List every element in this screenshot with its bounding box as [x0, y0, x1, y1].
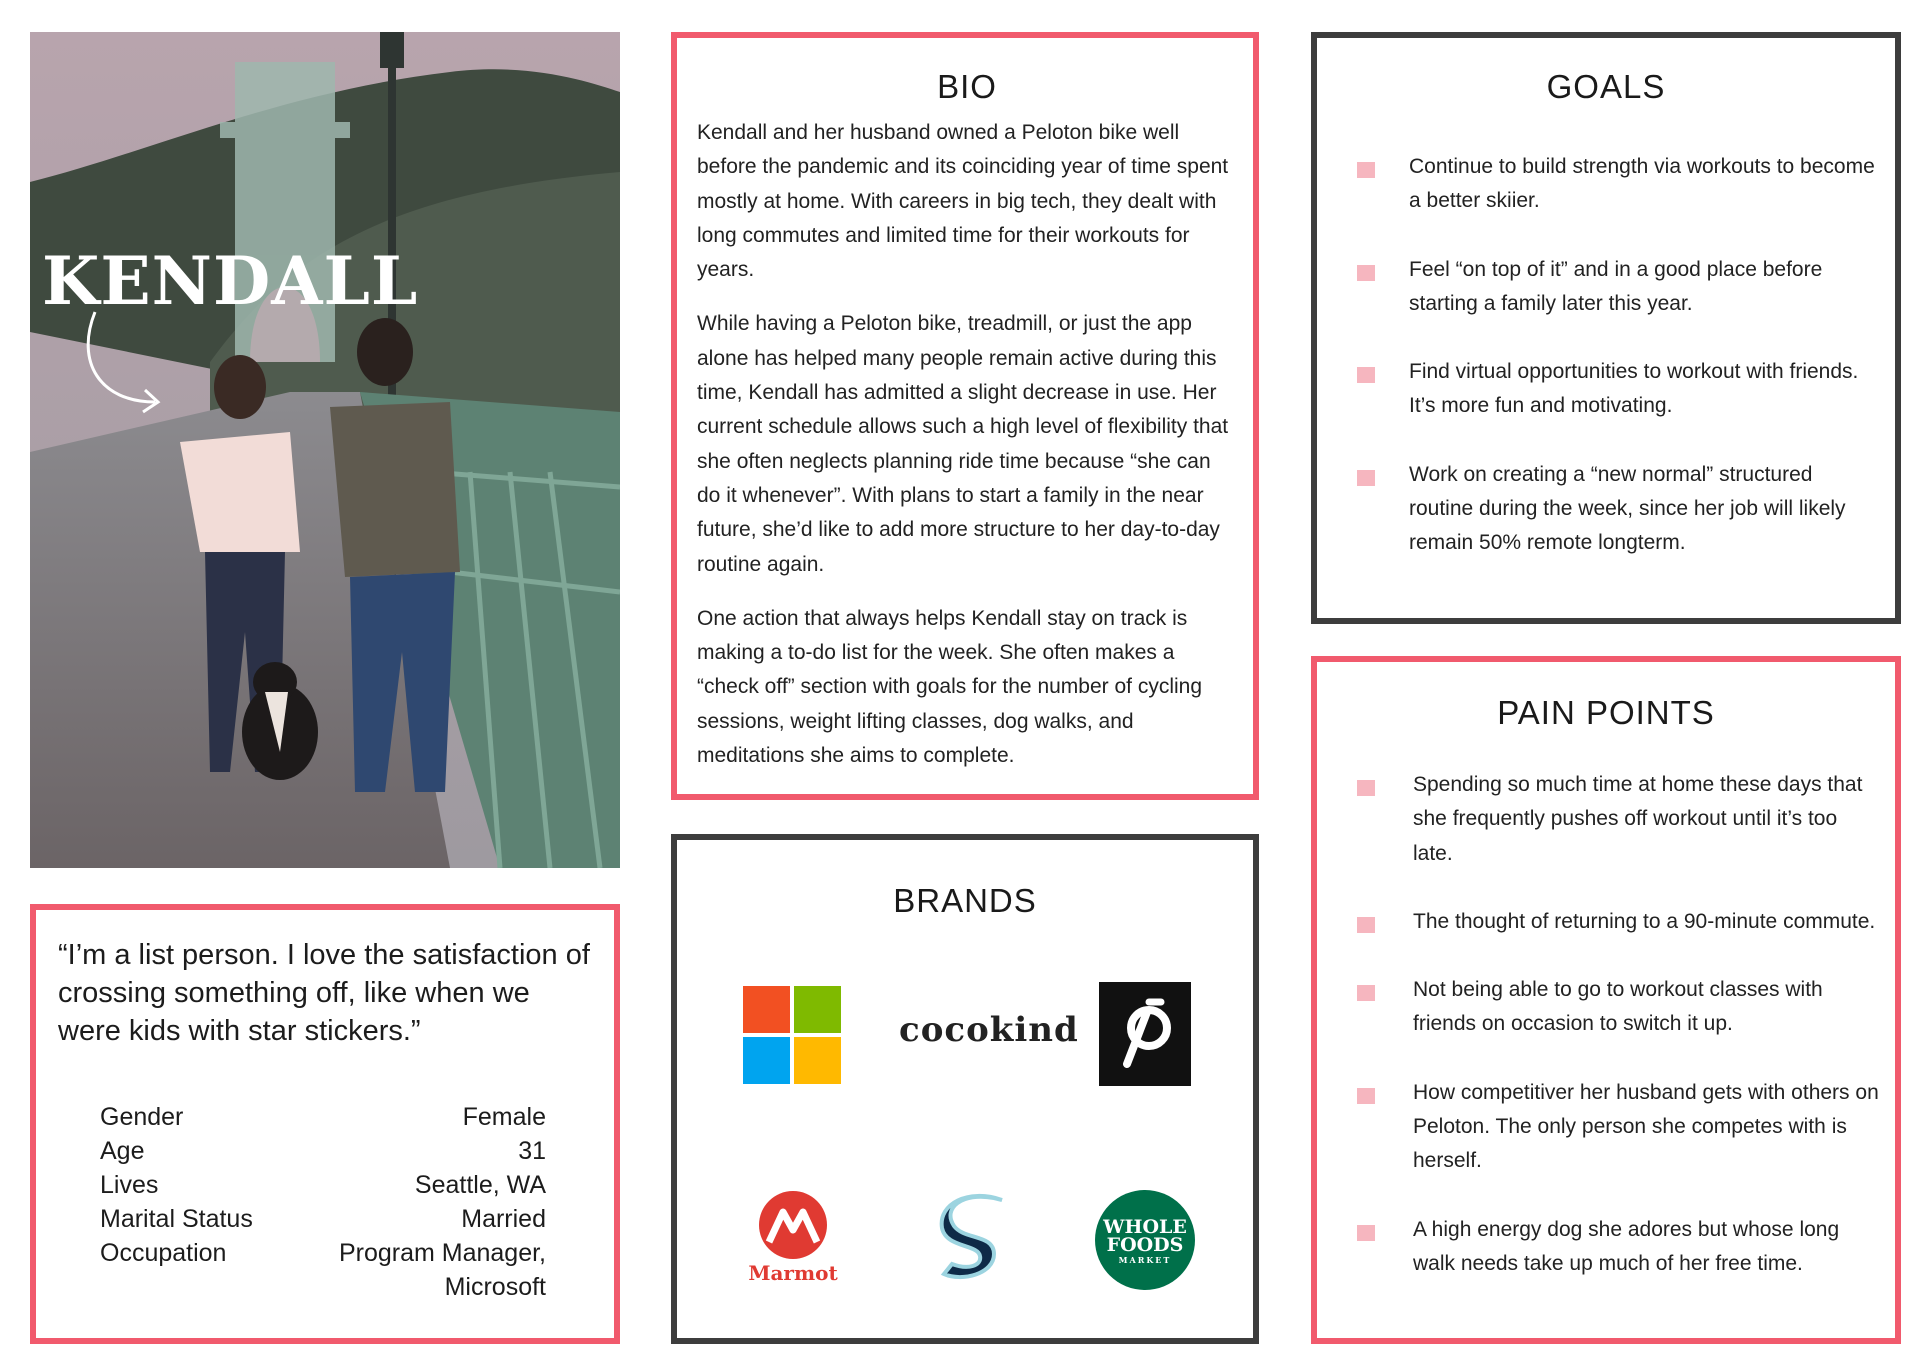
persona-name-label: KENDALL [42, 242, 419, 320]
pain-point-item: Not being able to go to workout classes with friends on occasion to switch it up. [1357, 973, 1879, 1042]
demographics-row-lives [100, 1168, 546, 1202]
brands-title: BRANDS [893, 882, 1037, 919]
kraken-logo-icon [932, 1190, 1012, 1291]
demographics-label: Age [100, 1137, 145, 1165]
whole-foods-wordmark-line2: FOODS [1106, 1234, 1184, 1256]
pain-point-item: The thought of returning to a 90-minute commute. [1357, 905, 1879, 939]
demographics-value: 31 [518, 1137, 546, 1165]
demographics-row-gender [100, 1100, 546, 1134]
bio-card [671, 32, 1259, 800]
marmot-icon [743, 1190, 843, 1260]
demographics-value: Program Manager, Microsoft [338, 1239, 546, 1301]
persona-photo [30, 32, 620, 868]
quote-card [30, 904, 620, 1344]
whole-foods-logo [1095, 1190, 1195, 1290]
demographics-label: Occupation [100, 1239, 227, 1267]
marmot-wordmark: Marmot [748, 1261, 838, 1285]
demographics-value: Married [461, 1205, 546, 1233]
pain-points-title: PAIN POINTS [1497, 694, 1715, 731]
brands-card [671, 834, 1259, 1344]
bio-paragraph: Kendall and her husband owned a Peloton bike well before the pandemic and its coinciding year of time spent mostly at home. With careers in big tech, they dealt with long commutes and limited time for their workouts for years. [697, 121, 1229, 282]
whole-foods-wordmark-line3: MARKET [1118, 1255, 1172, 1265]
demographics-value: Female [462, 1103, 546, 1131]
microsoft-logo-icon [743, 986, 841, 1089]
goals-list [1357, 150, 1879, 561]
demographics-label: Gender [100, 1103, 184, 1131]
goal-item: Find virtual opportunities to workout with friends. It’s more fun and motivating. [1357, 355, 1879, 424]
demographics-row-occupation [100, 1236, 546, 1304]
demographics-label: Lives [100, 1171, 159, 1199]
demographics-value: Seattle, WA [414, 1171, 546, 1199]
marmot-logo [743, 1190, 843, 1285]
demographics-label: Marital Status [100, 1205, 253, 1233]
cocokind-logo: cocokind [899, 1010, 1079, 1050]
pain-points-list [1357, 768, 1879, 1281]
persona-quote: “I’m a list person. I love the satisfaction of crossing something off, like when we were kids with star stickers.” [58, 939, 590, 1047]
bio-title: BIO [937, 68, 997, 105]
bio-paragraph: While having a Peloton bike, treadmill, or just the app alone has helped many people remain active during this time, Kendall has admitted a slight decrease in use. Her current schedule allows such a high level of flexibility that she often neglects planning ride time because “she can do it whenever”. With plans to start a family in the near future, she’d like to add more structure to her day-to-day routine again. [697, 312, 1229, 576]
peloton-logo-icon [1099, 982, 1191, 1086]
demographics-table [100, 1100, 546, 1304]
goal-item: Feel “on top of it” and in a good place before starting a family later this year. [1357, 253, 1879, 322]
pain-points-card [1311, 656, 1901, 1344]
demographics-row-marital-status [100, 1202, 546, 1236]
goal-item: Work on creating a “new normal” structured routine during the week, since her job will likely remain 50% remote longterm. [1357, 458, 1879, 561]
bio-paragraph: One action that always helps Kendall stay on track is making a to-do list for the week. She often makes a “check off” section with goals for the number of cycling sessions, weight lifting classes, dog walks, and meditations she aims to complete. [697, 606, 1203, 768]
goals-card [1311, 32, 1901, 624]
pain-point-item: A high energy dog she adores but whose long walk needs take up much of her free time. [1357, 1213, 1879, 1282]
goals-title: GOALS [1546, 68, 1666, 105]
demographics-row-age [100, 1134, 546, 1168]
couple-walking-photo [30, 32, 620, 868]
whole-foods-wordmark-line1: WHOLE [1103, 1216, 1187, 1238]
pain-point-item: Spending so much time at home these days that she frequently pushes off workout until it’s too late. [1357, 768, 1879, 871]
pain-point-item: How competitiver her husband gets with others on Peloton. The only person she competes with is herself. [1357, 1076, 1879, 1179]
goal-item: Continue to build strength via workouts to become a better skiier. [1357, 150, 1879, 219]
